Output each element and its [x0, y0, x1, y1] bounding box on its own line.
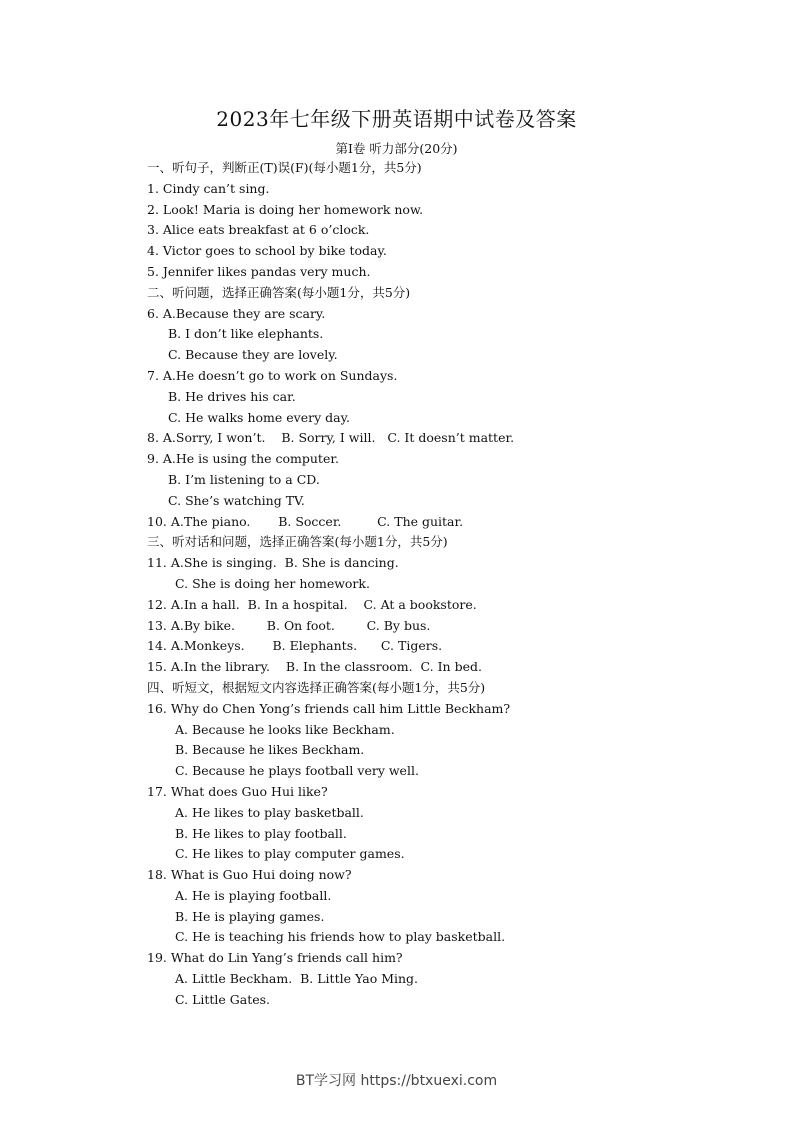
document-title: 2023年七年级下册英语期中试卷及答案 [216, 107, 577, 131]
section-subtitle: 第Ⅰ卷 听力部分(20分) [335, 141, 458, 156]
option-line: A. Because he looks like Beckham. [175, 721, 395, 737]
section-heading: 二、听问题，选择正确答案(每小题1分，共5分) [147, 284, 411, 300]
option-line: A. He likes to play basketball. [175, 804, 364, 820]
question-line: 18. What is Guo Hui doing now? [147, 867, 352, 883]
question-line: 14. A.Monkeys. B. Elephants. C. Tigers. [147, 638, 443, 654]
question-line: 2. Look! Maria is doing her homework now. [147, 201, 424, 217]
section-heading: 三、听对话和问题，选择正确答案(每小题1分，共5分) [147, 534, 448, 550]
question-line: 8. A.Sorry, I won’t. B. Sorry, I will. C. It doesn’t matter. [147, 430, 515, 446]
section-heading: 四、听短文，根据短文内容选择正确答案(每小题1分，共5分) [147, 679, 486, 695]
option-line: C. She is doing her homework. [175, 575, 370, 591]
question-line: 19. What do Lin Yang’s friends call him? [147, 950, 403, 966]
exam-body [147, 158, 767, 1011]
option-line: C. She’s watching TV. [168, 492, 305, 508]
question-line: 4. Victor goes to school by bike today. [147, 243, 387, 259]
question-line: 12. A.In a hall. B. In a hospital. C. At a bookstore. [147, 596, 477, 612]
option-line: C. Little Gates. [175, 991, 271, 1007]
question-line: 16. Why do Chen Yong’s friends call him Little Beckham? [147, 700, 511, 716]
option-line: C. Because he plays football very well. [175, 763, 419, 779]
option-line: B. He is playing games. [175, 908, 325, 924]
question-line: 13. A.By bike. B. On foot. C. By bus. [147, 617, 431, 633]
question-line: 17. What does Guo Hui like? [147, 783, 328, 799]
question-line: 11. A.She is singing. B. She is dancing. [147, 555, 399, 571]
question-line: 3. Alice eats breakfast at 6 o’clock. [147, 222, 370, 238]
option-line: A. Little Beckham. B. Little Yao Ming. [175, 971, 419, 987]
option-line: A. He is playing football. [175, 887, 332, 903]
option-line: C. He likes to play computer games. [175, 846, 405, 862]
question-line: 7. A.He doesn’t go to work on Sundays. [147, 367, 398, 383]
question-line: 10. A.The piano. B. Soccer. C. The guitar. [147, 513, 464, 529]
question-line: 15. A.In the library. B. In the classroom. C. In bed. [147, 659, 482, 675]
question-line: 1. Cindy can’t sing. [147, 180, 270, 196]
option-line: C. Because they are lovely. [168, 347, 338, 363]
option-line: B. Because he likes Beckham. [175, 742, 365, 758]
option-line: B. He drives his car. [168, 388, 296, 404]
option-line: B. I’m listening to a CD. [168, 471, 320, 487]
site-watermark: BT学习网 https://btxuexi.com [295, 1073, 498, 1089]
section-heading: 一、听句子，判断正(T)误(F)(每小题1分，共5分) [147, 160, 422, 175]
option-line: B. I don’t like elephants. [168, 326, 324, 342]
option-line: C. He walks home every day. [168, 409, 350, 425]
question-line: 6. A.Because they are scary. [147, 305, 326, 321]
question-line: 5. Jennifer likes pandas very much. [147, 263, 371, 279]
option-line: B. He likes to play football. [175, 825, 347, 841]
option-line: C. He is teaching his friends how to play basketball. [175, 929, 506, 945]
question-line: 9. A.He is using the computer. [147, 451, 339, 467]
